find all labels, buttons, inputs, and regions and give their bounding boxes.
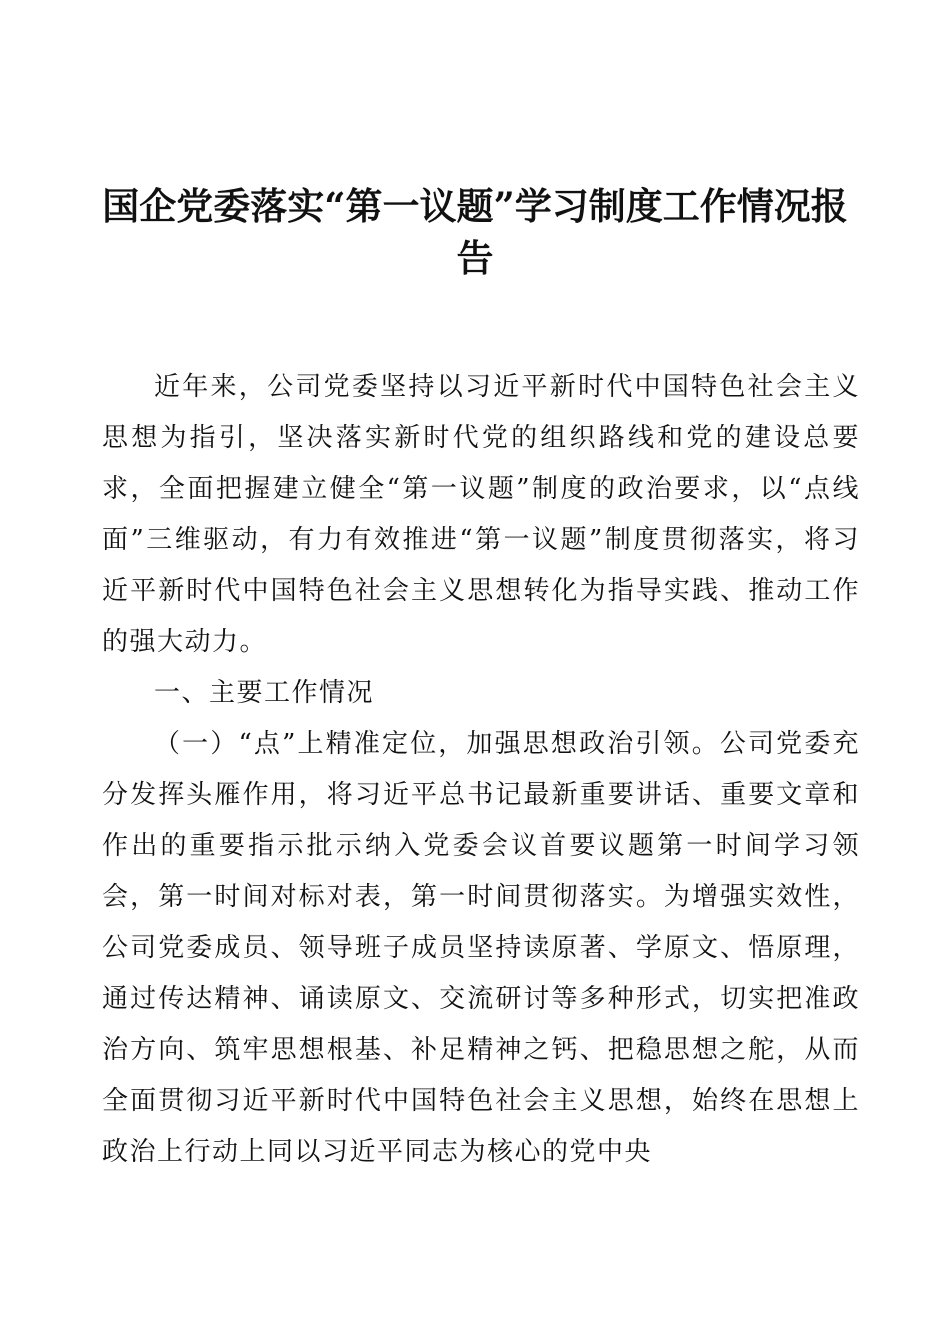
intro-paragraph: 近年来，公司党委坚持以习近平新时代中国特色社会主义思想为指引，坚决落实新时代党的组织路线和党的建设总要求，全面把握建立健全“第一议题”制度的政治要求，以“点线面”三维驱动，有力有效推进“第一议题”制度贯彻落实，将习近平新时代中国特色社会主义思想转化为指导实践、推动工作的强大动力。 bbox=[102, 372, 860, 657]
section-paragraph: （一）“点”上精准定位，加强思想政治引领。公司党委充分发挥头雁作用，将习近平总书记最新重要讲话、重要文章和作出的重要指示批示纳入党委会议首要议题第一时间学习领会，第一时间对标对表，第一时间贯彻落实。为增强实效性，公司党委成员、领导班子成员坚持读原著、学原文、悟原理，通过传达精神、诵读原文、交流研讨等多种形式，切实把准政治方向、筑牢思想根基、补足精神之钙、把稳思想之舵，从而全面贯彻习近平新时代中国特色社会主义思想，始终在思想上政治上行动上同以习近平同志为核心的党中央 bbox=[102, 729, 860, 1167]
section-heading: 一、主要工作情况 bbox=[154, 678, 375, 708]
document-title: 国企党委落实“第一议题”学习制度工作情况报告 bbox=[102, 184, 848, 280]
document-body bbox=[102, 362, 860, 1178]
